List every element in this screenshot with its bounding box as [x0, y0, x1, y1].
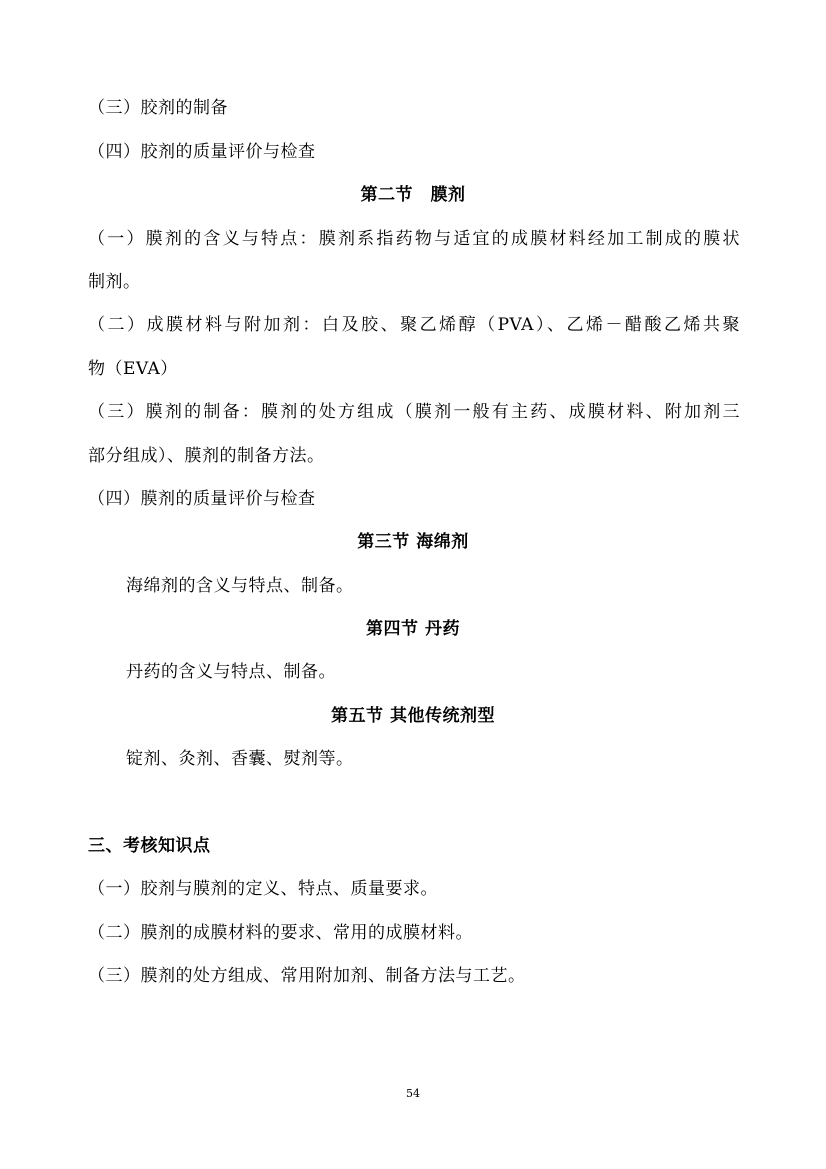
section-heading: 第五节 其他传统剂型	[331, 706, 495, 726]
section-heading: 第二节 膜剂	[360, 185, 466, 205]
list-item: （四）胶剂的质量评价与检查	[88, 142, 316, 162]
paragraph-line: 锭剂、灸剂、香囊、熨剂等。	[126, 749, 354, 769]
section-heading: 第四节 丹药	[366, 619, 460, 639]
part-heading: 三、考核知识点	[88, 836, 211, 856]
paragraph-line: 制剂。	[88, 272, 141, 292]
list-item: （四）膜剂的质量评价与检查	[88, 489, 316, 509]
paragraph-line: （二）成膜材料与附加剂：白及胶、聚乙烯醇（PVA）、乙烯－醋酸乙烯共聚	[88, 315, 740, 335]
list-item: （三）胶剂的制备	[88, 98, 228, 118]
page-number: 54	[406, 1087, 420, 1100]
paragraph-line: 物（EVA）	[88, 359, 178, 379]
paragraph-line: 部分组成）、膜剂的制备方法。	[88, 446, 325, 466]
paragraph-line: （三）膜剂的制备：膜剂的处方组成（膜剂一般有主药、成膜材料、附加剂三	[88, 402, 740, 422]
list-item: （二）膜剂的成膜材料的要求、常用的成膜材料。	[88, 923, 473, 943]
paragraph-line: （一）膜剂的含义与特点：膜剂系指药物与适宜的成膜材料经加工制成的膜状	[88, 229, 740, 249]
section-heading: 第三节 海绵剂	[357, 532, 469, 552]
list-item: （三）膜剂的处方组成、常用附加剂、制备方法与工艺。	[88, 966, 526, 986]
list-item: （一）胶剂与膜剂的定义、特点、质量要求。	[88, 879, 438, 899]
paragraph-line: 海绵剂的含义与特点、制备。	[126, 576, 354, 596]
paragraph-line: 丹药的含义与特点、制备。	[126, 662, 336, 682]
